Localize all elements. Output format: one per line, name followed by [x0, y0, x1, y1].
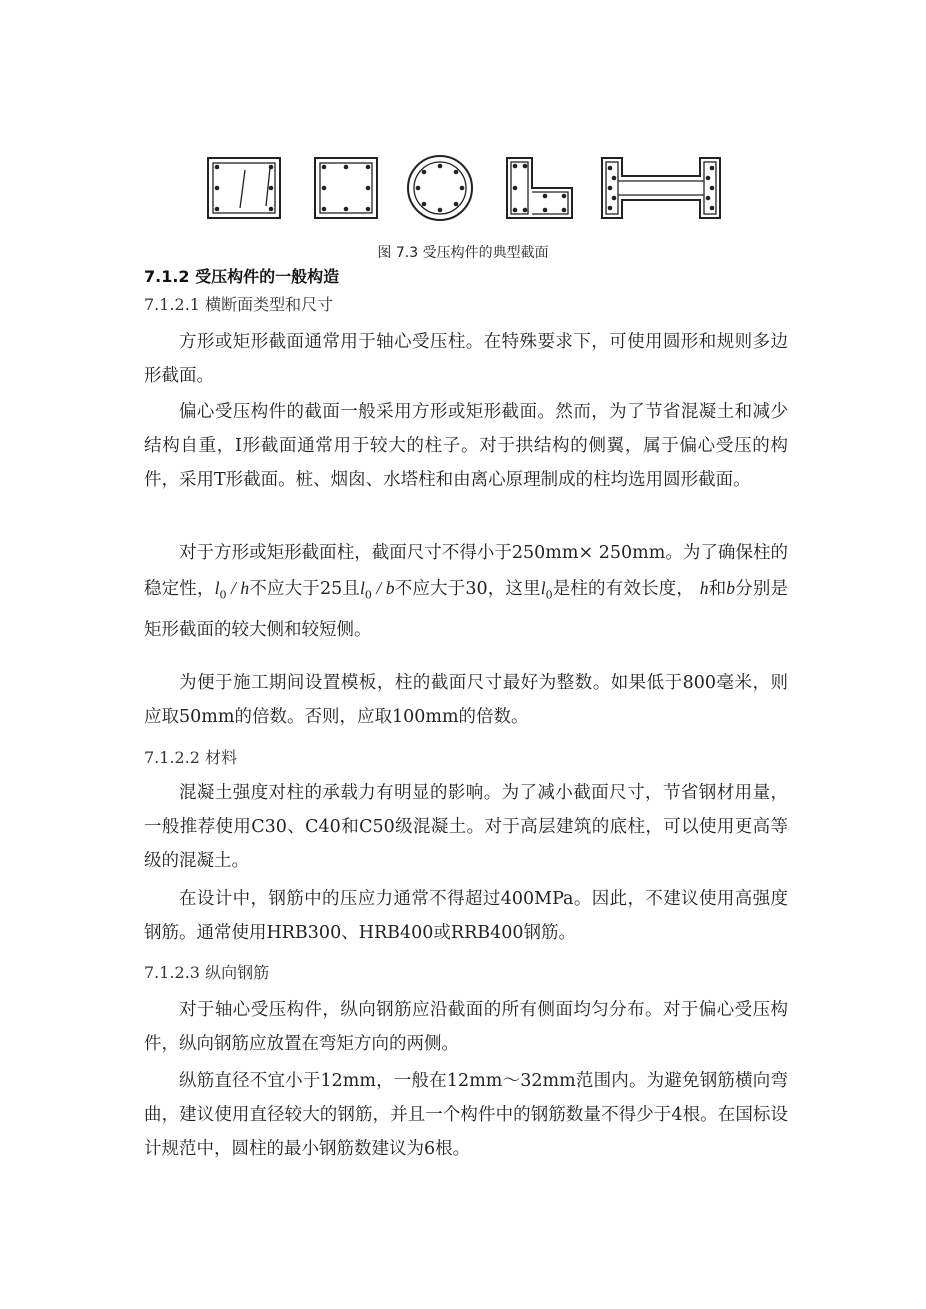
- paragraph-longitudinal-layout: 对于轴心受压构件，纵向钢筋应沿截面的所有侧面均匀分布。对于偏心受压构件，纵向钢筋应放置在弯矩方向的两侧。: [144, 1000, 788, 1054]
- section-heading-7-1-2: 7.1.2 受压构件的一般构造: [144, 267, 340, 286]
- section-heading-7-1-2-2: 7.1.2.2 材料: [144, 748, 238, 767]
- paragraph-formwork: 为便于施工期间设置模板，柱的截面尺寸最好为整数。如果低于800毫米，则应取50mm的倍数。否则，应取100mm的倍数。: [144, 673, 788, 727]
- figure-caption: 图 7.3 受压构件的典型截面: [377, 245, 549, 261]
- paragraph-section-shapes: 方形或矩形截面通常用于轴心受压柱。在特殊要求下，可使用圆形和规则多边形截面。: [144, 332, 788, 386]
- paragraph-dimensions: 对于方形或矩形截面柱，截面尺寸不得小于250mm× 250mm。为了确保柱的稳定性，$l_0$ / h不应大于25且$l_0$ / b不应大于30，这里$l_0$是柱的有效长度， h和b分别是矩形截面的较大侧和较短侧。: [144, 543, 788, 640]
- paragraph-concrete: 混凝土强度对柱的承载力有明显的影响。为了减小截面尺寸，节省钢材用量，一般推荐使用C30、C40和C50级混凝土。对于高层建筑的底柱，可以使用更高等级的混凝土。: [144, 783, 788, 871]
- section-heading-7-1-2-1: 7.1.2.1 横断面类型和尺寸: [144, 295, 334, 314]
- paragraph-steel: 在设计中，钢筋中的压应力通常不得超过400MPa。因此，不建议使用高强度钢筋。通常使用HRB300、HRB400或RRB400钢筋。: [144, 889, 788, 943]
- section-heading-7-1-2-3: 7.1.2.3 纵向钢筋: [144, 963, 270, 982]
- paragraph-eccentric-sections: 偏心受压构件的截面一般采用方形或矩形截面。然而，为了节省混凝土和减少结构自重，I形截面通常用于较大的柱子。对于拱结构的侧翼，属于偏心受压的构件，采用T形截面。桩、烟囱、水塔柱和由离心原理制成的柱均选用圆形截面。: [144, 402, 788, 490]
- i-shaped-section: [602, 158, 720, 218]
- paragraph-bar-diameter: 纵筋直径不宜小于12mm，一般在12mm～32mm范围内。为避免钢筋横向弯曲，建议使用直径较大的钢筋，并且一个构件中的钢筋数量不得少于4根。在国标设计规范中，圆柱的最小钢筋数建议为6根。: [144, 1071, 788, 1159]
- cross-sections-figure: [200, 148, 730, 228]
